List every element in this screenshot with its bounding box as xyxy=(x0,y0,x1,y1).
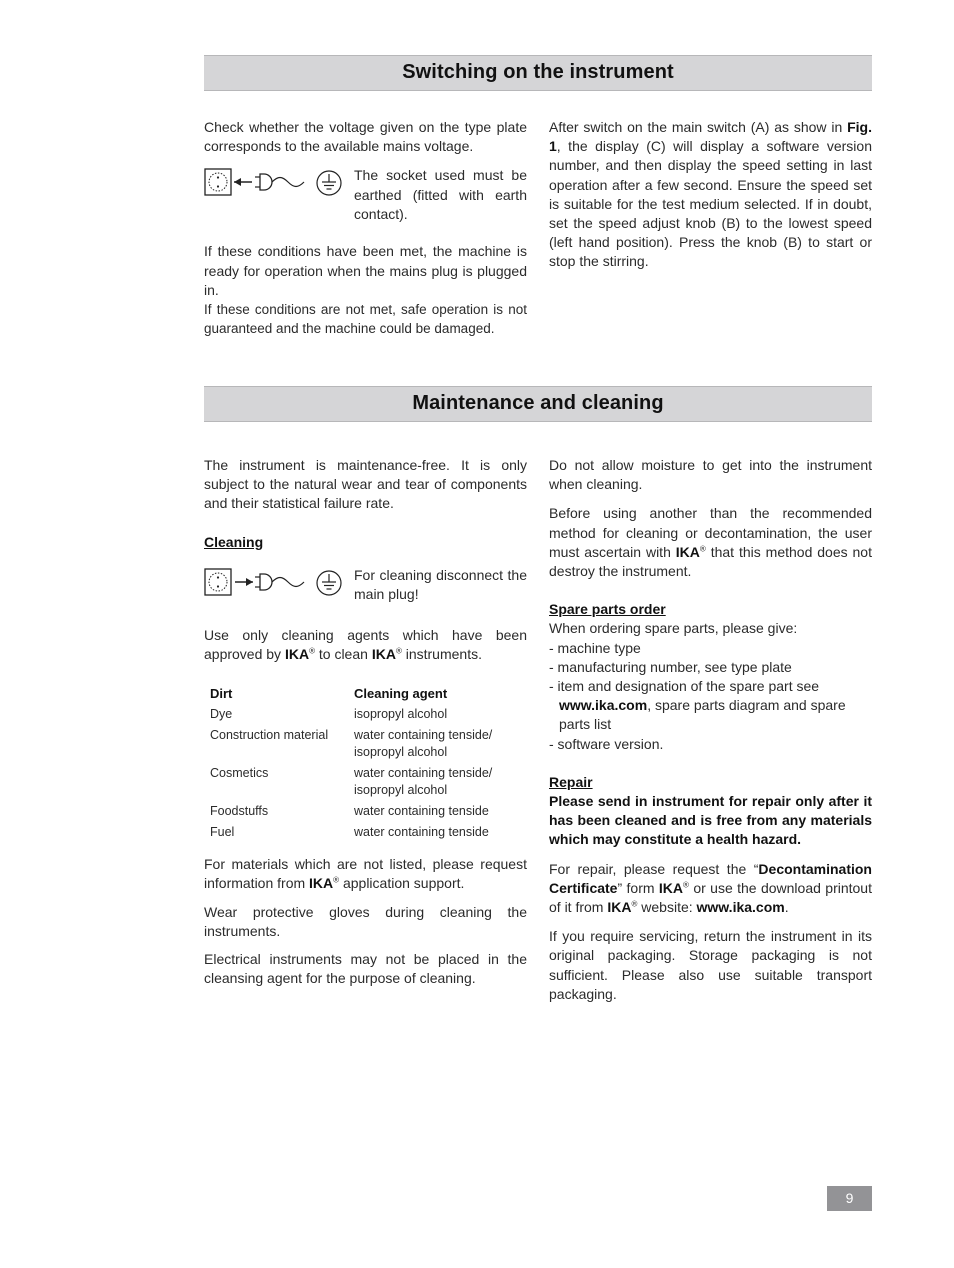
table-row xyxy=(204,765,527,803)
conditions-not-met-text: If these conditions are not met, safe operation is not guaranteed and the machine could be damaged. xyxy=(204,302,527,337)
plug-in-symbol-row xyxy=(204,166,527,226)
ika-website-link[interactable]: www.ika.com xyxy=(696,899,785,916)
electrical-instruments-text: Electrical instruments may not be placed in the cleansing agent for the purpose of cleaning. xyxy=(204,951,527,987)
not-listed-materials-text: For materials which are not listed, please request information from IKA® application support. xyxy=(204,856,527,892)
socket-plug-in-icon xyxy=(204,166,344,200)
table-row xyxy=(204,824,527,845)
spare-parts-intro: When ordering spare parts, please give: xyxy=(549,620,798,637)
dirt-cell: Dye xyxy=(210,707,233,722)
cleaning-heading: Cleaning xyxy=(204,533,264,550)
list-item: - machine type xyxy=(549,639,641,656)
section-header-switching xyxy=(204,55,872,91)
maintenance-left-column xyxy=(204,456,527,988)
dirt-cell: Cosmetics xyxy=(210,766,269,781)
section-title: Switching on the instrument xyxy=(402,61,674,84)
fig-1-reference: Fig. 1 xyxy=(549,119,872,155)
decontamination-certificate-text: For repair, please request the “Decontamination Certificate” form IKA® or use the download printout of it from IKA® website: www.ika.com. xyxy=(549,860,872,916)
dirt-cell: Construction material xyxy=(210,728,329,743)
protective-gloves-text: Wear protective gloves during cleaning the instruments. xyxy=(204,903,527,939)
maintenance-free-text: The instrument is maintenance-free. It is only subject to the natural wear and tear of components and their statistical failure rate. xyxy=(204,457,527,512)
list-item: - software version. xyxy=(549,735,664,752)
section-header-maintenance xyxy=(204,386,872,422)
spare-parts-heading: Spare parts order xyxy=(549,601,666,618)
list-item: - manufacturing number, see type plate xyxy=(549,658,792,675)
ika-website-link[interactable]: www.ika.com xyxy=(559,697,648,714)
agent-cell: isopropyl alcohol xyxy=(354,707,448,722)
dirt-cell: Fuel xyxy=(210,825,235,840)
column-header: Dirt xyxy=(210,686,233,702)
repair-heading: Repair xyxy=(549,773,593,790)
servicing-packaging-text: If you require servicing, return the instrument in its original packaging. Storage packaging is not sufficient. Please also use suitable transport packaging. xyxy=(549,928,872,1002)
decontamination-method-text: Before using another than the recommended method for cleaning or decontamination, the user must ascertain with IKA® that this method does not destroy the instrument. xyxy=(549,505,872,580)
switching-right-column xyxy=(549,118,872,272)
page-number: 9 xyxy=(827,1186,872,1211)
cleaning-agents-table xyxy=(204,685,527,845)
agent-cell: water containing tenside/ isopropyl alcohol xyxy=(354,766,493,798)
switching-left-column xyxy=(204,118,527,338)
voltage-check-text: Check whether the voltage given on the type plate corresponds to the available mains voltage. xyxy=(204,119,527,155)
agent-cell: water containing tenside/ isopropyl alcohol xyxy=(354,728,493,760)
table-row xyxy=(204,706,527,727)
earthed-socket-text: The socket used must be earthed (fitted with earth contact). xyxy=(354,167,527,222)
disconnect-plug-text: For cleaning disconnect the main plug! xyxy=(354,566,527,603)
section-title: Maintenance and cleaning xyxy=(412,392,664,415)
agent-cell: water containing tenside xyxy=(354,804,489,819)
unplug-symbol-row xyxy=(204,566,527,622)
list-item: - item and designation of the spare part see www.ika.com, spare parts diagram and spare parts list xyxy=(549,678,846,733)
dirt-cell: Foodstuffs xyxy=(210,804,269,819)
switch-on-instructions: After switch on the main switch (A) as show in Fig. 1, the display (C) will display a software version number, and then display the speed setting in last operation after a few second. Ensure the speed set is suitable for the test medium selected. If in doubt, set the speed adjust knob (B) to the lowest speed (left hand position). Press the knob (B) to start or stop the stirring. xyxy=(549,119,872,270)
table-header-row xyxy=(204,685,527,706)
moisture-warning-text: Do not allow moisture to get into the instrument when cleaning. xyxy=(549,457,872,493)
agent-cell: water containing tenside xyxy=(354,825,489,840)
table-row xyxy=(204,803,527,824)
conditions-met-text: If these conditions have been met, the machine is ready for operation when the mains plug is plugged in. xyxy=(204,243,527,298)
repair-warning-text: Please send in instrument for repair only after it has been cleaned and is free from any materials which may constitute a health hazard. xyxy=(549,793,872,848)
column-header: Cleaning agent xyxy=(354,686,448,702)
socket-unplug-icon xyxy=(204,566,344,600)
maintenance-right-column xyxy=(549,456,872,1004)
table-row xyxy=(204,727,527,765)
approved-agents-text: Use only cleaning agents which have been approved by IKA® to clean IKA® instruments. xyxy=(204,626,527,663)
